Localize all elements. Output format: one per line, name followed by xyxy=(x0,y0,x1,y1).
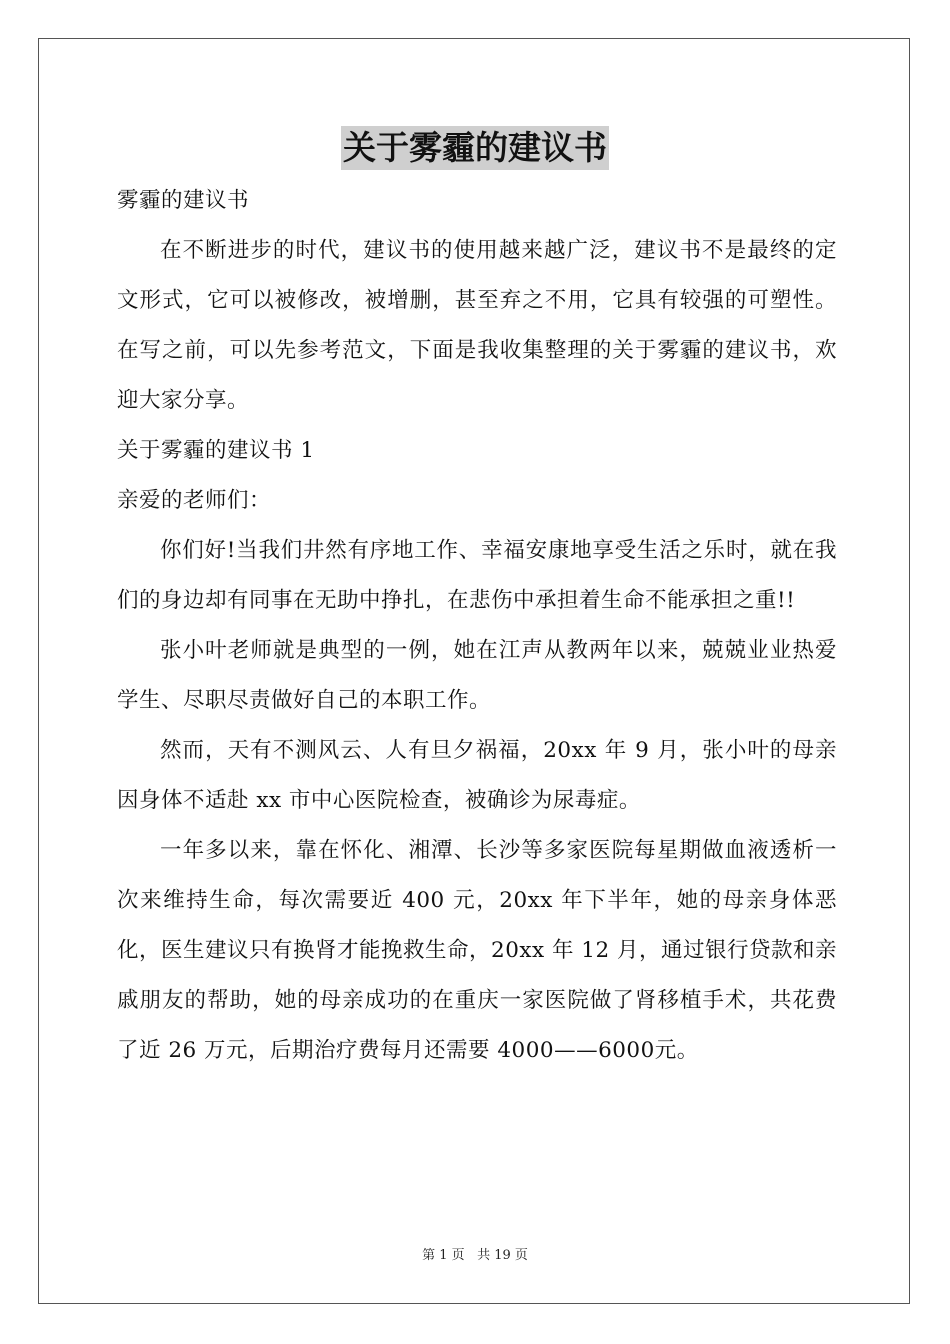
paragraph-body: 你们好!当我们井然有序地工作、幸福安康地享受生活之乐时，就在我们的身边却有同事在无助中挣扎，在悲伤中承担着生命不能承担之重!! xyxy=(117,538,837,613)
page-footer xyxy=(0,1247,950,1265)
paragraph-salutation: 亲爱的老师们： xyxy=(117,488,272,513)
paragraph-intro: 在不断进步的时代，建议书的使用越来越广泛，建议书不是最终的定文形式，它可以被修改，被增删，甚至弃之不用，它具有较强的可塑性。在写之前，可以先参考范文，下面是我收集整理的关于雾霾的建议书，欢迎大家分享。 xyxy=(117,238,837,413)
title-area xyxy=(0,126,950,170)
paragraph-body: 张小叶老师就是典型的一例，她在江声从教两年以来，兢兢业业热爱学生、尽职尽责做好自己的本职工作。 xyxy=(117,638,837,713)
document-body xyxy=(117,176,837,1076)
paragraph-body: 一年多以来，靠在怀化、湘潭、长沙等多家医院每星期做血液透析一次来维持生命，每次需要近 400 元，20xx 年下半年，她的母亲身体恶化，医生建议只有换肾才能挽救生命，20xx 年 12 月，通过银行贷款和亲戚朋友的帮助，她的母亲成功的在重庆一家医院做了肾移植手术，共花费了近 26 万元，后期治疗费每月还需要 4000——6000元。 xyxy=(117,838,837,1063)
paragraph-body: 然而，天有不测风云、人有旦夕祸福，20xx 年 9 月，张小叶的母亲因身体不适赴 xx 市中心医院检查，被确诊为尿毒症。 xyxy=(117,738,837,813)
paragraph-subtitle: 雾霾的建议书 xyxy=(117,188,250,213)
paragraph-section-heading: 关于雾霾的建议书 1 xyxy=(117,438,315,463)
document-title: 关于雾霾的建议书 xyxy=(341,126,609,170)
page-number: 第 1 页 xyxy=(422,1248,465,1263)
page-total: 共 19 页 xyxy=(477,1248,528,1263)
